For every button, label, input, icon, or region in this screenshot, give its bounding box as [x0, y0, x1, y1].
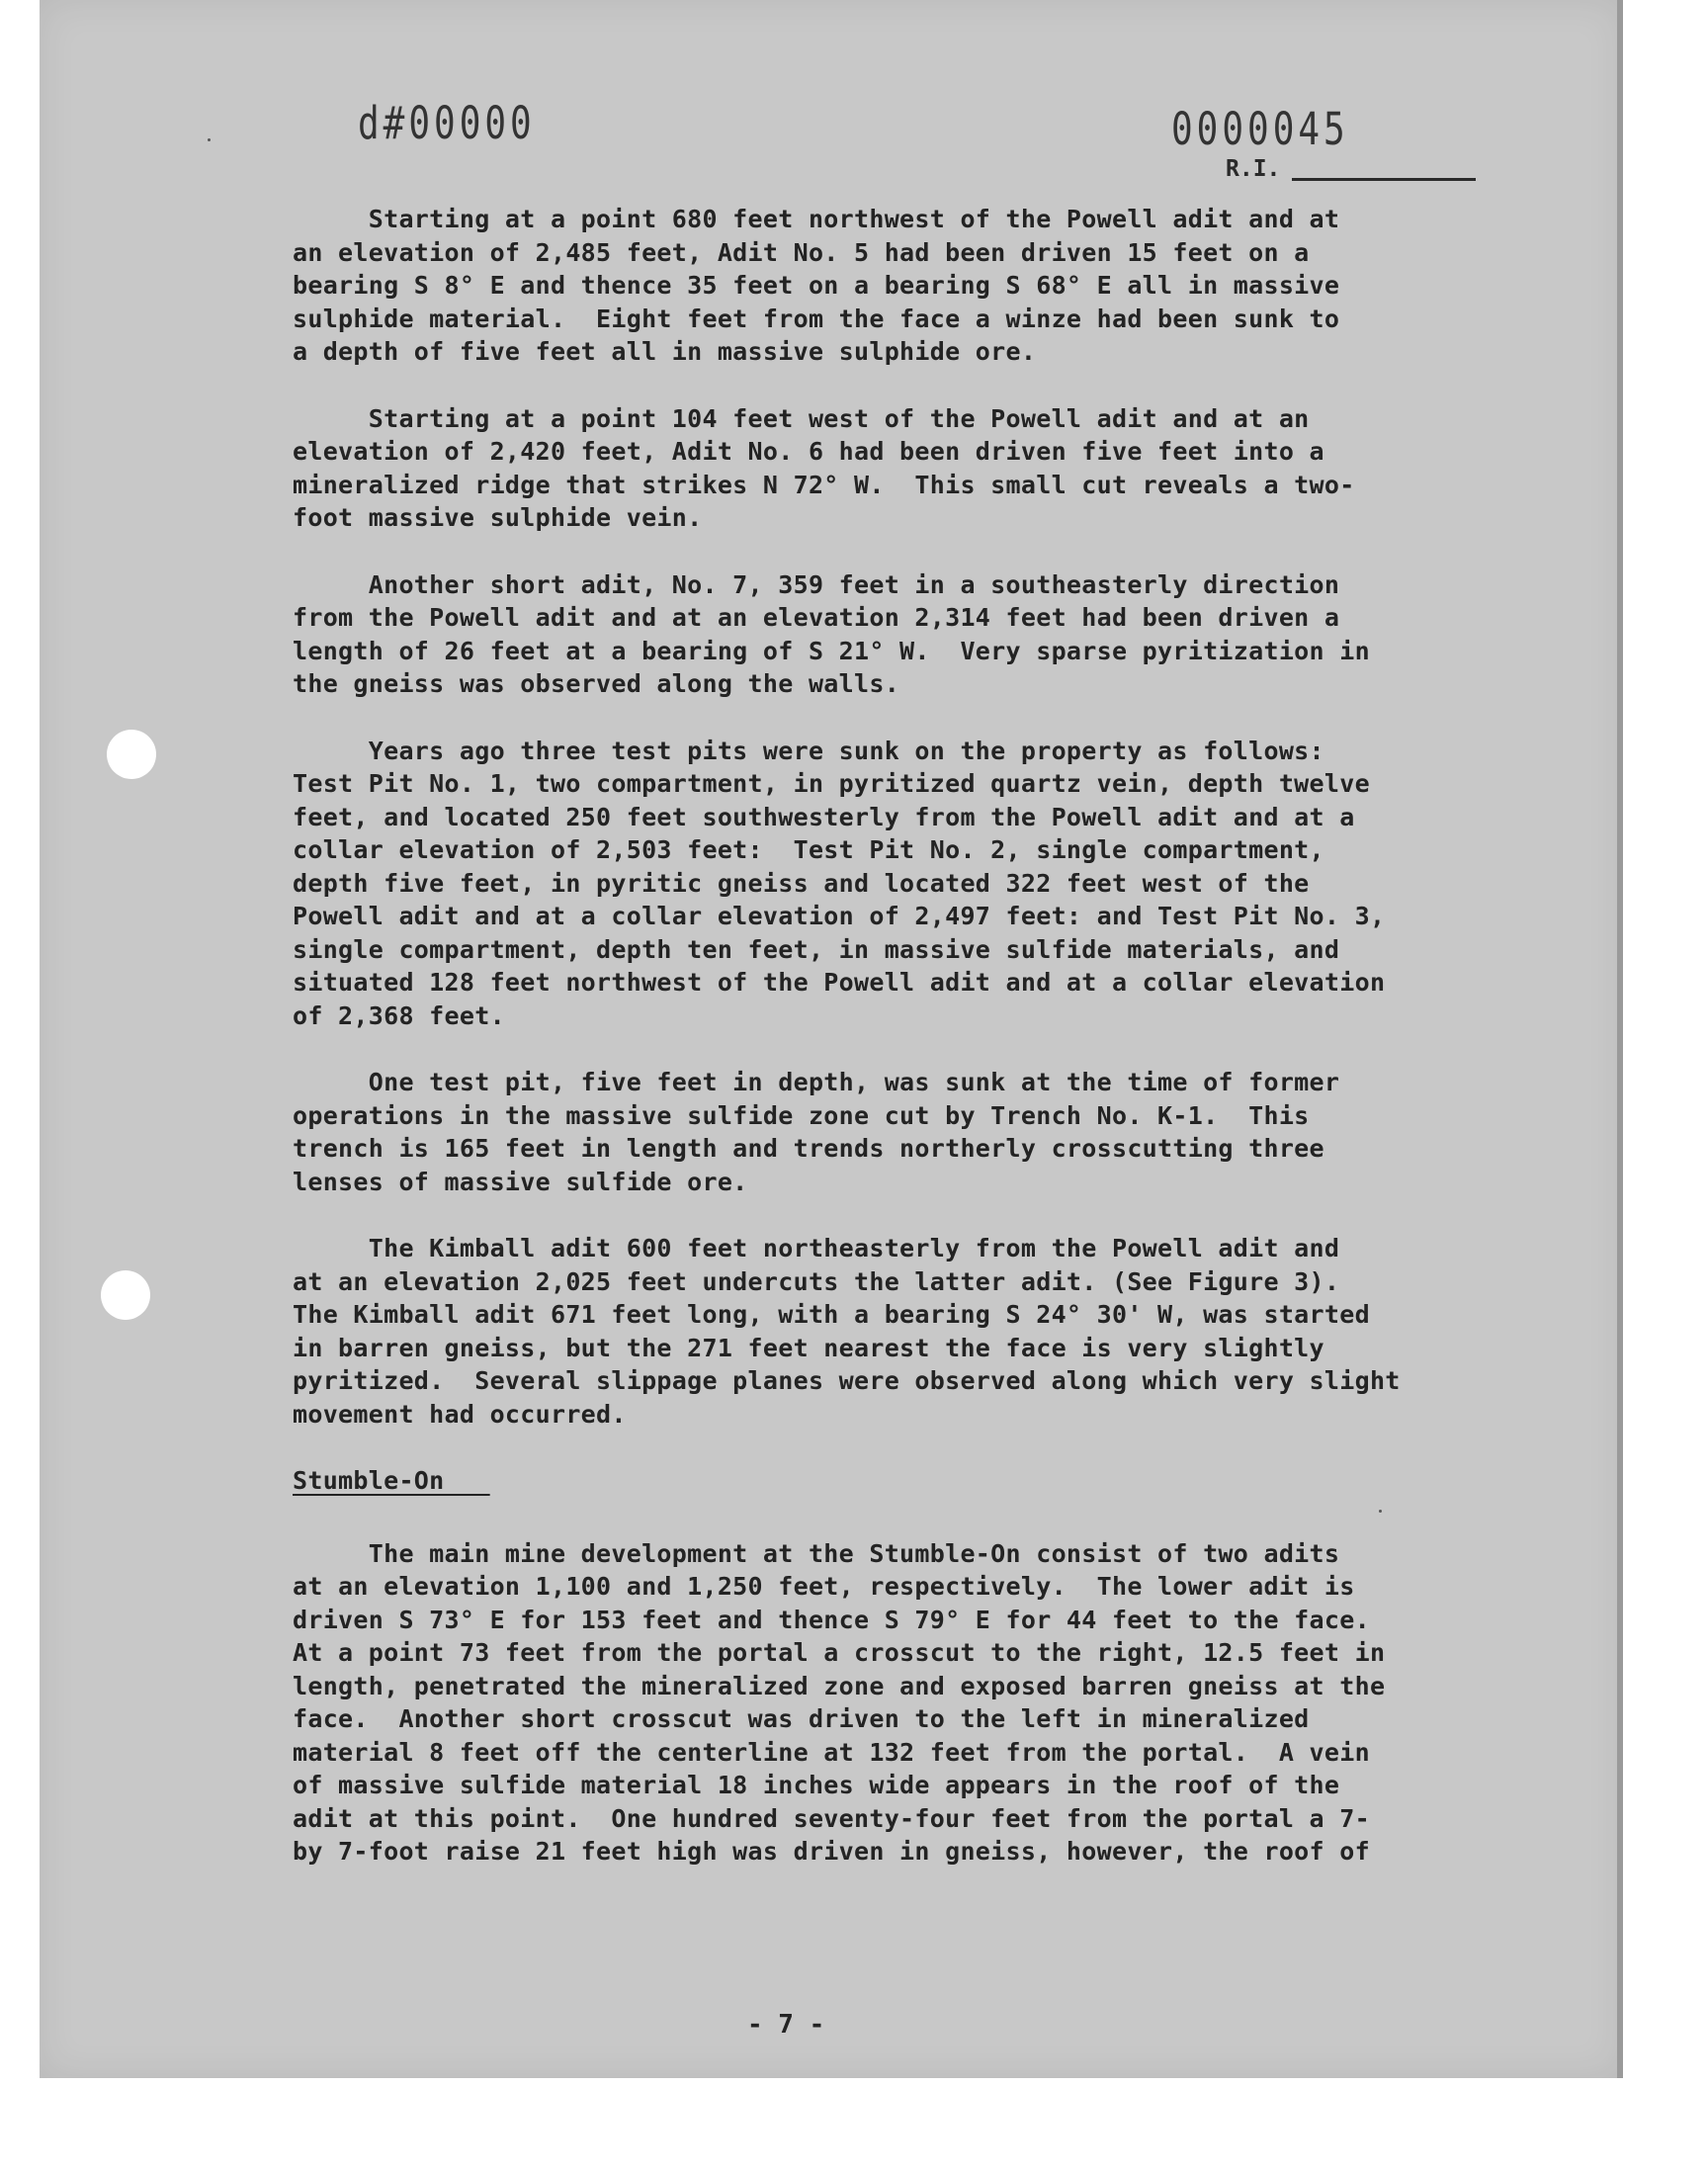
- text-line: movement had occurred.: [293, 1399, 627, 1429]
- text-line: at an elevation 1,100 and 1,250 feet, respectively. The lower adit is: [293, 1572, 1355, 1601]
- text-line: the gneiss was observed along the walls.: [293, 669, 900, 698]
- paragraph-stumble-on: [293, 1537, 1503, 1869]
- text-line: length of 26 feet at a bearing of S 21° W. Very sparse pyritization in: [293, 636, 1370, 665]
- text-line: bearing S 8° E and thence 35 feet on a bearing S 68° E all in massive: [293, 271, 1340, 300]
- page-number: - 7 -: [747, 2010, 825, 2040]
- text-line: lenses of massive sulfide ore.: [293, 1167, 748, 1196]
- document-id-stamp: d#00000: [358, 99, 536, 150]
- text-line: depth five feet, in pyritic gneiss and located 322 feet west of the: [293, 868, 1310, 898]
- punch-hole-lower: [101, 1270, 150, 1320]
- text-line: by 7-foot raise 21 feet high was driven in gneiss, however, the roof of: [293, 1837, 1370, 1866]
- text-line: of massive sulfide material 18 inches wide appears in the roof of the: [293, 1771, 1340, 1799]
- punch-hole-upper: [107, 730, 156, 779]
- text-line: At a point 73 feet from the portal a crosscut to the right, 12.5 feet in: [293, 1638, 1386, 1667]
- text-line: length, penetrated the mineralized zone and exposed barren gneiss at the: [293, 1671, 1386, 1700]
- text-line: The Kimball adit 671 feet long, with a bearing S 24° 30' W, was started: [293, 1300, 1370, 1329]
- text-line: collar elevation of 2,503 feet: Test Pit No. 2, single compartment,: [293, 835, 1324, 864]
- text-line: material 8 feet off the centerline at 132 feet from the portal. A vein: [293, 1737, 1370, 1767]
- text-line: an elevation of 2,485 feet, Adit No. 5 had been driven 15 feet on a: [293, 237, 1310, 267]
- ri-blank-line: [1292, 178, 1476, 181]
- paragraph-adit-5: [293, 203, 1503, 369]
- text-line: Powell adit and at a collar elevation of 2,497 feet: and Test Pit No. 3,: [293, 902, 1386, 930]
- text-line: The main mine development at the Stumble-On consist of two adits: [293, 1538, 1340, 1568]
- paragraph-kimball-adit: [293, 1232, 1503, 1431]
- text-line: Starting at a point 680 feet northwest of the Powell adit and at: [293, 205, 1340, 233]
- text-line: The Kimball adit 600 feet northeasterly from the Powell adit and: [293, 1234, 1340, 1262]
- text-line: in barren gneiss, but the 271 feet nearest the face is very slightly: [293, 1333, 1324, 1362]
- text-line: One test pit, five feet in depth, was sunk at the time of former: [293, 1068, 1340, 1096]
- body-text: [293, 203, 1503, 1902]
- text-line: pyritized. Several slippage planes were observed along which very slight: [293, 1366, 1401, 1395]
- text-line: at an elevation 2,025 feet undercuts the latter adit. (See Figure 3).: [293, 1266, 1340, 1296]
- paragraph-adit-6: [293, 402, 1503, 535]
- text-line: adit at this point. One hundred seventy-four feet from the portal a 7-: [293, 1803, 1370, 1833]
- text-line: mineralized ridge that strikes N 72° W. This small cut reveals a two-: [293, 470, 1355, 499]
- text-line: Starting at a point 104 feet west of the Powell adit and at an: [293, 403, 1310, 433]
- text-line: face. Another short crosscut was driven to the left in mineralized: [293, 1704, 1310, 1733]
- text-line: Years ago three test pits were sunk on the property as follows:: [293, 736, 1324, 765]
- page-edge-shadow: [1617, 0, 1623, 2078]
- text-line: driven S 73° E for 153 feet and thence S 79° E for 44 feet to the face.: [293, 1605, 1370, 1634]
- text-line: operations in the massive sulfide zone cut by Trench No. K-1. This: [293, 1100, 1310, 1130]
- text-line: feet, and located 250 feet southwesterly from the Powell adit and at a: [293, 802, 1355, 831]
- dust-speck: [208, 138, 211, 141]
- text-line: a depth of five feet all in massive sulphide ore.: [293, 337, 1037, 366]
- text-line: from the Powell adit and at an elevation 2,314 feet had been driven a: [293, 603, 1340, 632]
- text-line: of 2,368 feet.: [293, 1000, 505, 1030]
- text-line: sulphide material. Eight feet from the face a winze had been sunk to: [293, 304, 1340, 333]
- text-line: foot massive sulphide vein.: [293, 503, 703, 532]
- section-heading: Stumble-On: [293, 1466, 445, 1495]
- text-line: Another short adit, No. 7, 359 feet in a southeasterly direction: [293, 569, 1340, 599]
- ri-label: R.I.: [1226, 156, 1281, 182]
- paragraph-trench-k1: [293, 1066, 1503, 1198]
- text-line: situated 128 feet northwest of the Powell adit and at a collar elevation: [293, 968, 1386, 997]
- text-line: Test Pit No. 1, two compartment, in pyritized quartz vein, depth twelve: [293, 769, 1370, 798]
- paragraph-test-pits: [293, 735, 1503, 1033]
- text-line: trench is 165 feet in length and trends northerly crosscutting three: [293, 1134, 1324, 1163]
- page-number-stamp: 0000045: [1171, 105, 1349, 156]
- paragraph-adit-7: [293, 568, 1503, 701]
- text-line: single compartment, depth ten feet, in massive sulfide materials, and: [293, 934, 1340, 964]
- text-line: elevation of 2,420 feet, Adit No. 6 had been driven five feet into a: [293, 437, 1324, 466]
